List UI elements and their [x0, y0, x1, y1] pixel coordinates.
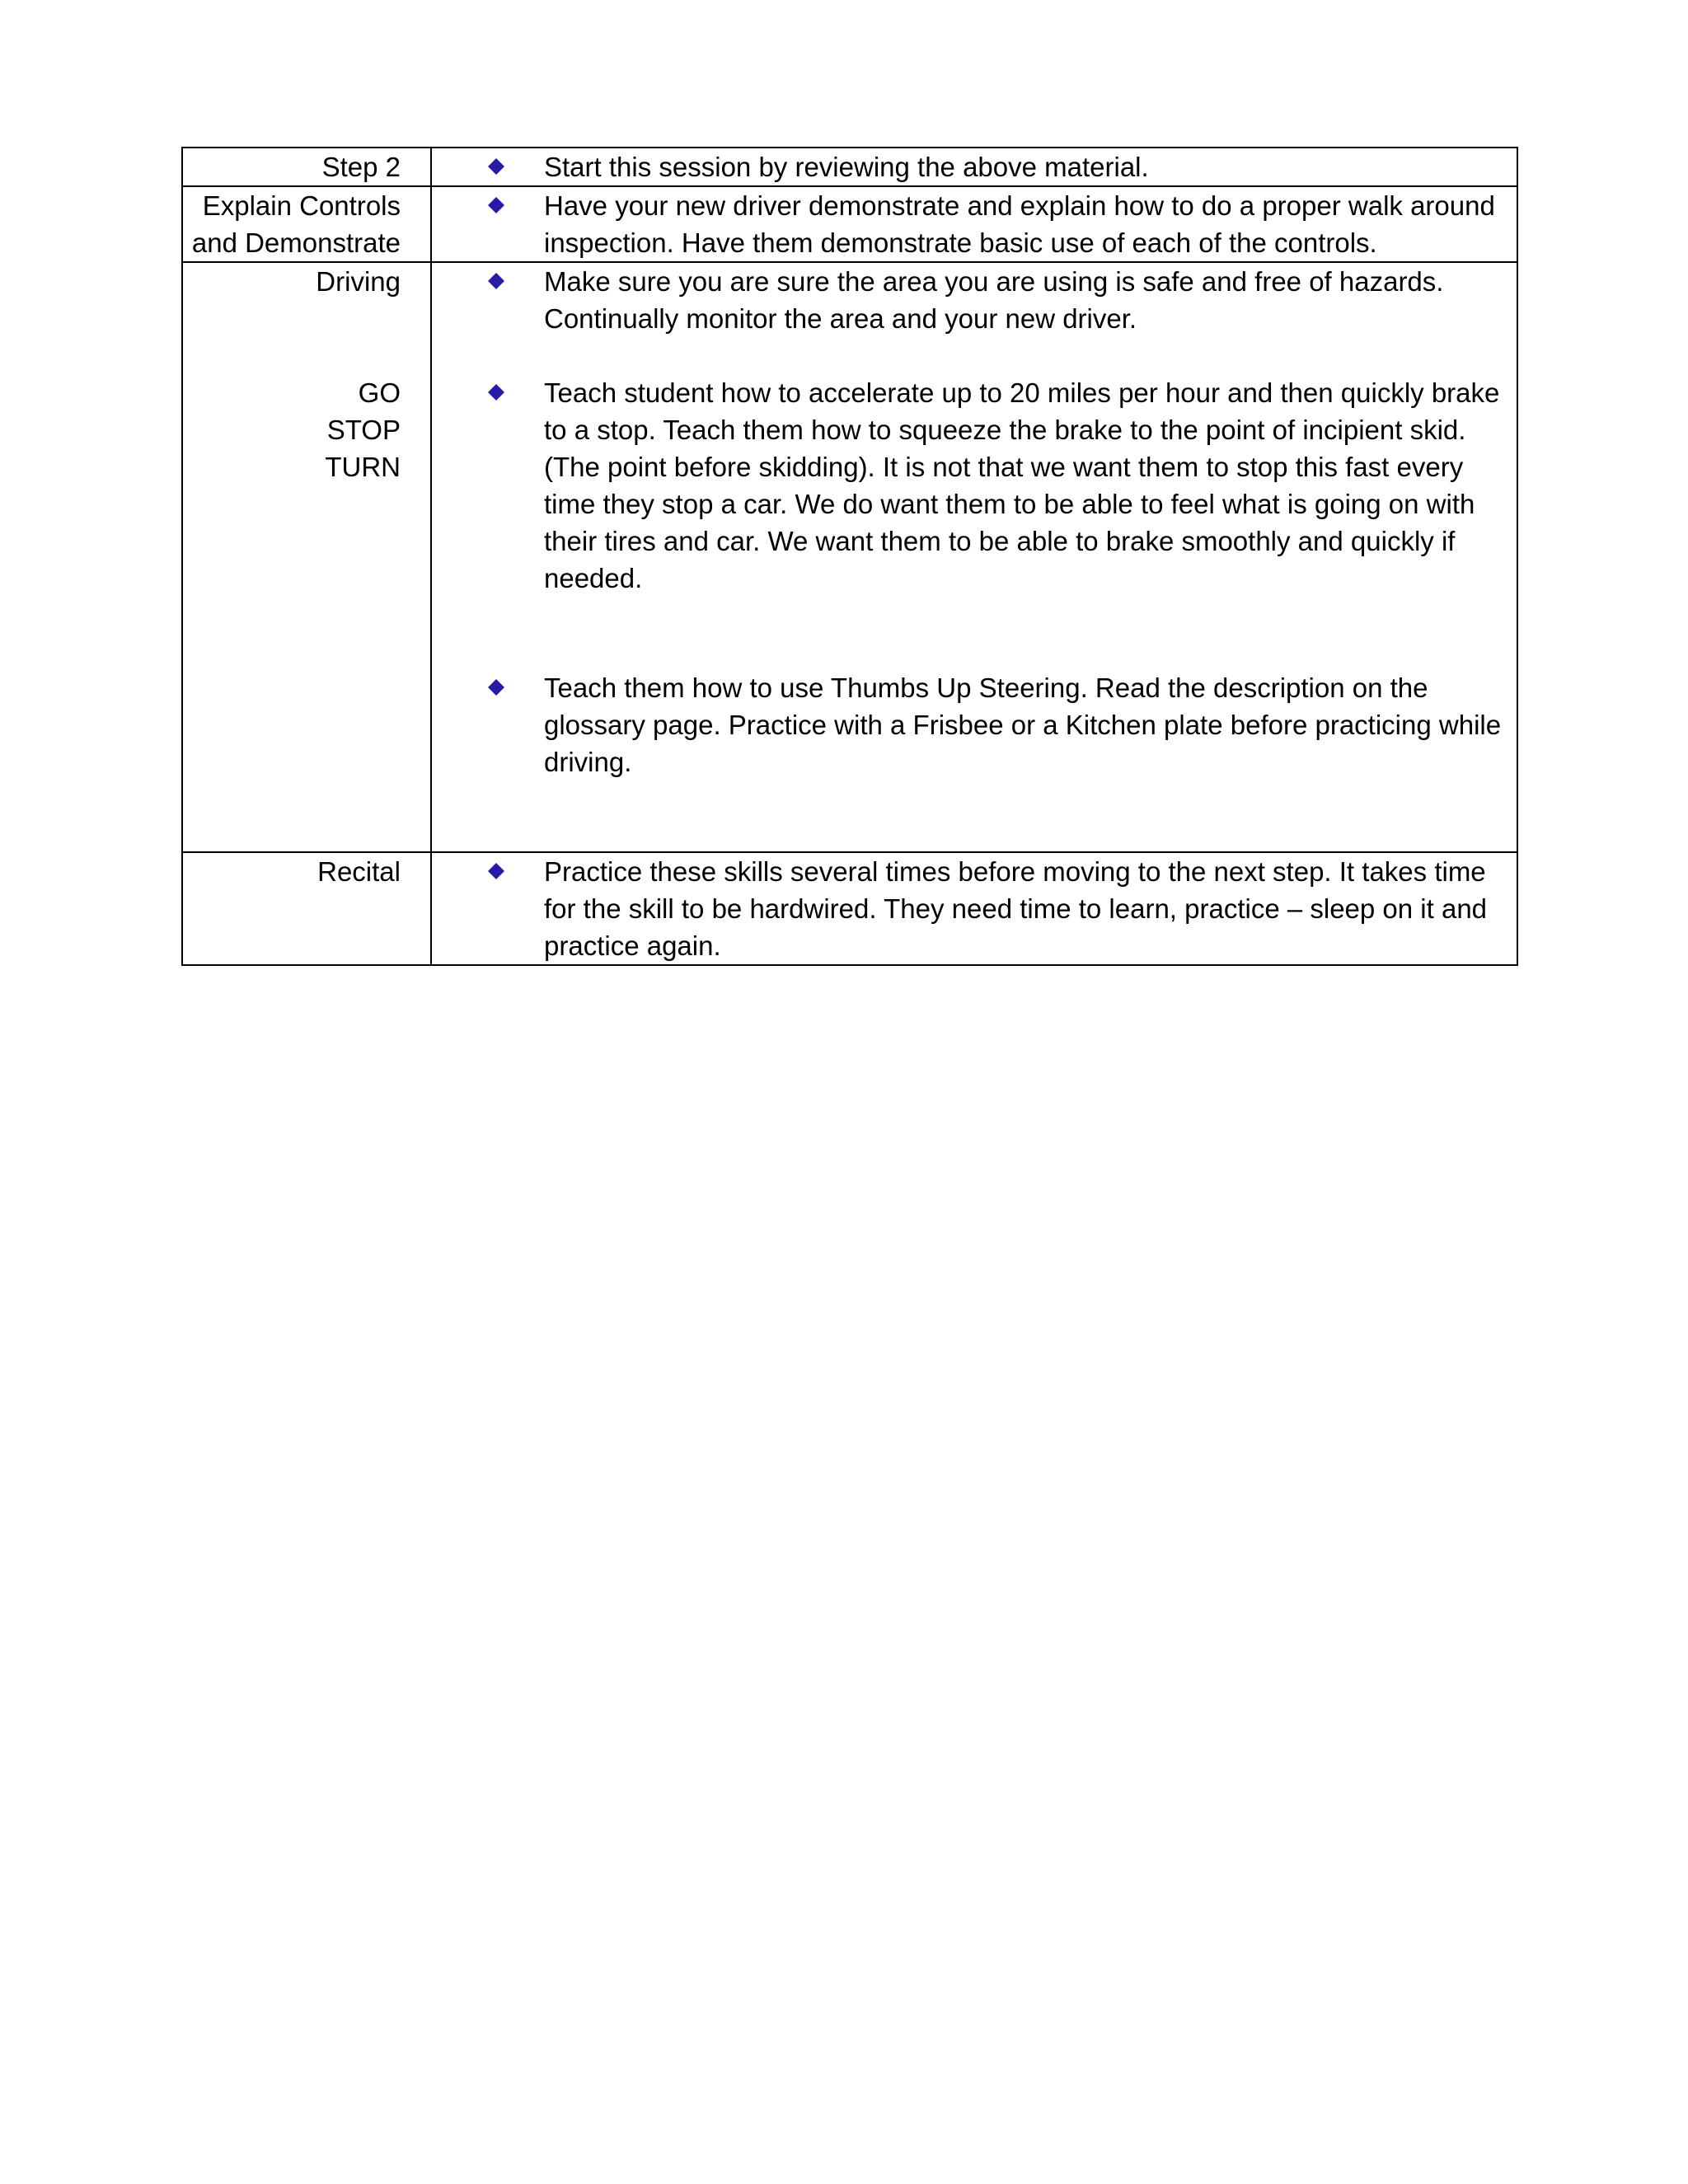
row-content-cell: [431, 148, 1517, 186]
bullet-text: Teach student how to accelerate up to 20 miles per hour and then quickly brake to a stop. Teach them how to squeeze the brake to the point of incipient skid. (The point before skidding). It is not that we want them to stop this fast every time they stop a car. We do want them to be able to feel what is going on with their tires and car. We want them to be able to brake smoothly and quickly if needed.: [544, 377, 1500, 593]
row-label-line: and Demonstrate: [191, 227, 401, 258]
bullet-text: Practice these skills several times before moving to the next step. It takes time for the skill to be hardwired. They need time to learn, practice – sleep on it and practice again.: [544, 856, 1488, 961]
diamond-bullet-icon: [486, 157, 506, 176]
lesson-table: [181, 147, 1518, 966]
bullet-text: Start this session by reviewing the above material.: [544, 152, 1149, 182]
bullet-text: Make sure you are sure the area you are using is safe and free of hazards. Continually monitor the area and your new driver.: [544, 266, 1444, 334]
table-row-recital: [182, 852, 1517, 965]
row-label: Step 2: [321, 152, 401, 182]
diamond-bullet-icon: [486, 195, 506, 215]
row-content-cell: [431, 852, 1517, 965]
row-label-line: GO: [358, 377, 401, 408]
bullet-spacer: [432, 780, 1517, 851]
row-label-cell: [182, 852, 431, 965]
row-label: Recital: [317, 856, 401, 887]
bullet-text: Teach them how to use Thumbs Up Steering. Read the description on the glossary page. Practice with a Frisbee or a Kitchen plate before practicing while driving.: [544, 673, 1502, 777]
table-row-step-2: [182, 148, 1517, 186]
diamond-bullet-icon: [486, 861, 506, 881]
bullet-item: [432, 669, 1517, 780]
diamond-bullet-icon: [486, 271, 506, 291]
table-row-explain-controls: [182, 186, 1517, 262]
row-label-cell: [182, 148, 431, 186]
row-label-cell: [182, 262, 431, 852]
diamond-bullet-icon: [486, 677, 506, 697]
row-label-line: Driving: [316, 266, 401, 297]
label-spacer: [183, 337, 415, 374]
bullet-item: [432, 187, 1517, 261]
diamond-bullet-icon: [486, 382, 506, 402]
label-spacer: [183, 300, 415, 337]
row-label-line: STOP: [326, 415, 401, 445]
bullet-item: [432, 853, 1517, 964]
bullet-item: [432, 374, 1517, 597]
row-label-cell: [182, 186, 431, 262]
bullet-text: Have your new driver demonstrate and explain how to do a proper walk around inspection. Have them demonstrate basic use of each of the controls.: [544, 190, 1495, 258]
bullet-spacer: [432, 597, 1517, 669]
row-content-cell: [431, 186, 1517, 262]
bullet-item: [432, 263, 1517, 337]
bullet-spacer: [432, 337, 1517, 374]
row-label-line: TURN: [325, 452, 401, 482]
bullet-item: [432, 148, 1517, 185]
row-content-cell: [431, 262, 1517, 852]
table-row-driving: [182, 262, 1517, 852]
row-label-line: Explain Controls: [202, 190, 401, 221]
